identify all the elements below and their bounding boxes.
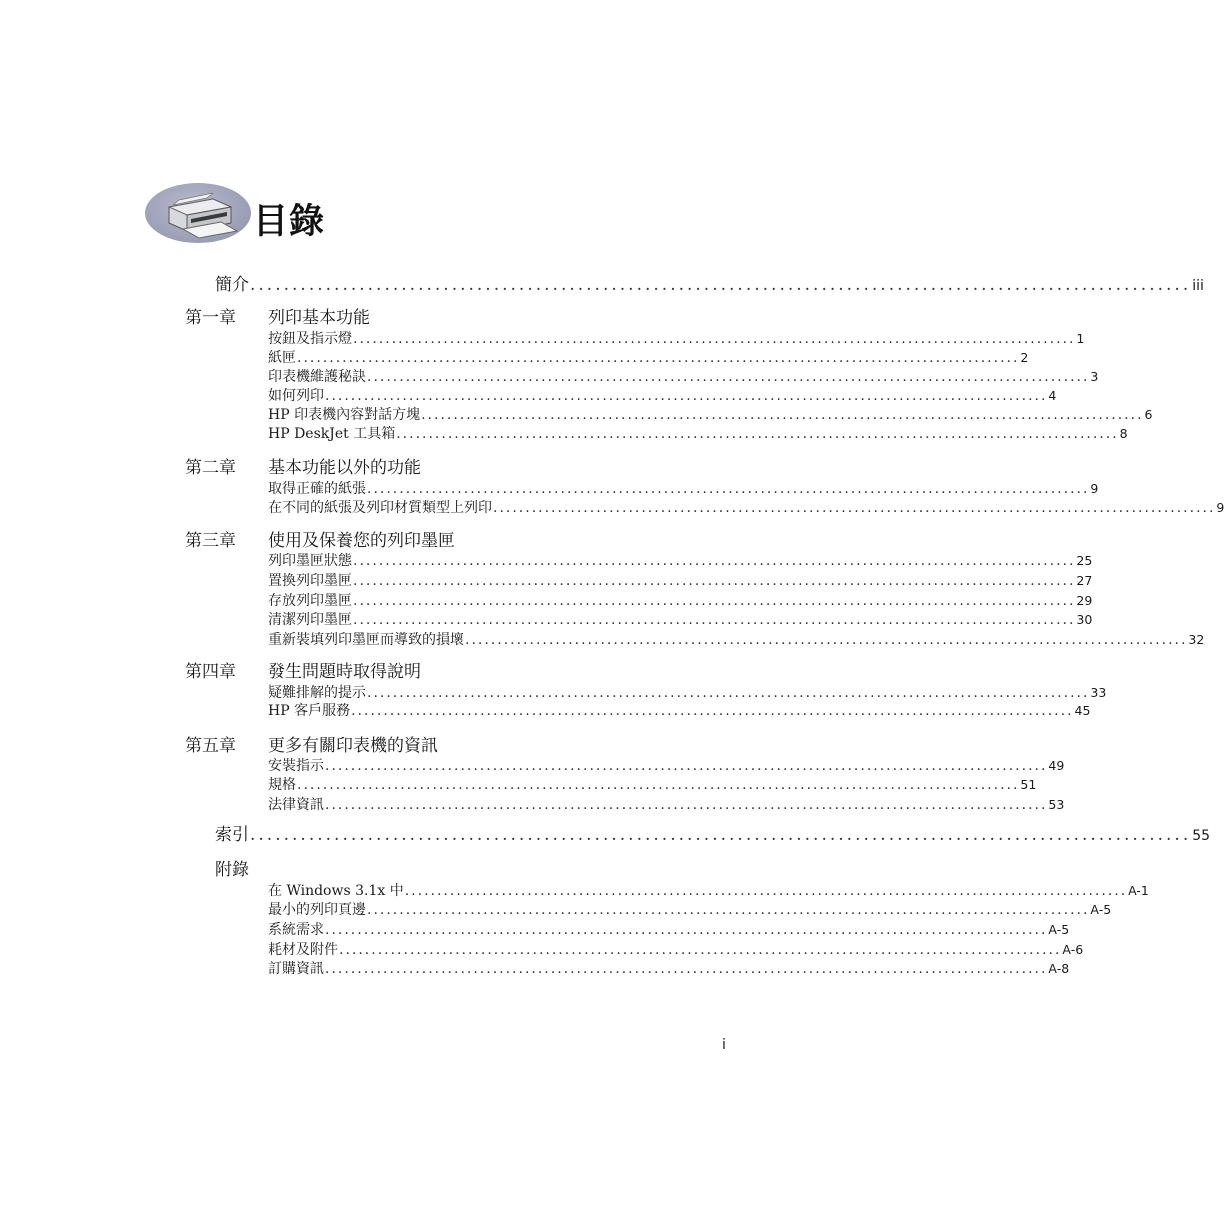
chapter-title[interactable]: 發生問題時取得說明: [268, 662, 421, 682]
leader-dots: ................................................................................................................: [367, 369, 1090, 385]
appendix-label[interactable]: 附錄: [215, 860, 249, 880]
leader-dots: ................................................................................................................: [351, 703, 1074, 719]
entry-page: A-8: [1048, 961, 1070, 976]
leader-dots: ................................................................................................................: [367, 481, 1090, 497]
entry-page: 1: [1076, 331, 1085, 346]
entry-label: 最小的列印頁邊: [268, 902, 366, 918]
chapter-number: 第二章: [185, 458, 236, 478]
entry-page: 2: [1020, 350, 1029, 365]
entry-label: HP DeskJet 工具箱: [268, 426, 396, 442]
entry-label: 訂購資訊: [268, 961, 324, 977]
entry-label: 取得正確的紙張: [268, 481, 366, 497]
entry-label: HP 客戶服務: [268, 703, 351, 719]
entry-label: 安裝指示: [268, 758, 324, 774]
chapter-number: 第三章: [185, 531, 236, 551]
index-label: 索引: [215, 825, 249, 845]
toc-row-index[interactable]: [215, 820, 1211, 845]
entry-label: 印表機維護秘訣: [268, 369, 366, 385]
chapter-number: 第一章: [185, 308, 236, 328]
leader-dots: ................................................................................................................: [353, 553, 1076, 569]
entry-label: 列印墨匣狀態: [268, 553, 352, 569]
entry-label: 清潔列印墨匣: [268, 612, 352, 628]
entry-page: 33: [1090, 685, 1107, 700]
chapter-title[interactable]: 更多有關印表機的資訊: [268, 736, 438, 756]
toc-entry[interactable]: [268, 404, 1153, 424]
leader-dots: ................................................................................................................: [325, 797, 1048, 813]
entry-page: 30: [1076, 612, 1093, 627]
leader-dots: ................................................................................................................: [250, 275, 1192, 295]
entry-label: 在 Windows 3.1x 中: [268, 883, 404, 899]
entry-label: 法律資訊: [268, 797, 324, 813]
leader-dots: ................................................................................................................: [325, 758, 1048, 774]
entry-page: 53: [1048, 797, 1065, 812]
chapter-number: 第五章: [185, 736, 236, 756]
entry-label: 紙匣: [268, 350, 296, 366]
leader-dots: ................................................................................................................: [465, 632, 1188, 648]
leader-dots: ................................................................................................................: [353, 573, 1076, 589]
leader-dots: ................................................................................................................: [325, 961, 1048, 977]
entry-label: 按鈕及指示燈: [268, 331, 352, 347]
intro-page: iii: [1192, 278, 1204, 294]
entry-page: 25: [1076, 553, 1093, 568]
leader-dots: ................................................................................................................: [325, 922, 1048, 938]
entry-page: A-5: [1090, 902, 1112, 917]
leader-dots: ................................................................................................................: [421, 407, 1144, 423]
entry-label: 規格: [268, 777, 296, 793]
entry-label: 在不同的紙張及列印材質類型上列印: [268, 500, 492, 516]
leader-dots: ................................................................................................................: [250, 825, 1192, 845]
toc-entry[interactable]: [268, 590, 1093, 610]
entry-page: 4: [1048, 388, 1057, 403]
entry-page: 27: [1076, 573, 1093, 588]
entry-page: A-5: [1048, 922, 1070, 937]
toc-entry[interactable]: [268, 385, 1057, 405]
entry-label: 系統需求: [268, 922, 324, 938]
entry-page: 9: [1216, 500, 1224, 515]
page-title: 目錄: [253, 202, 326, 242]
toc-entry[interactable]: [268, 629, 1205, 649]
leader-dots: ................................................................................................................: [493, 500, 1216, 516]
toc-entry[interactable]: [268, 794, 1065, 814]
entry-page: 49: [1048, 758, 1065, 773]
entry-label: 存放列印墨匣: [268, 593, 352, 609]
entry-label: 如何列印: [268, 388, 324, 404]
toc-entry[interactable]: [268, 899, 1112, 919]
toc-entry[interactable]: [268, 939, 1084, 959]
toc-entry[interactable]: [268, 550, 1093, 570]
entry-label: 疑難排解的提示: [268, 685, 366, 701]
leader-dots: ................................................................................................................: [297, 777, 1020, 793]
leader-dots: ................................................................................................................: [367, 902, 1090, 918]
entry-page: 8: [1119, 426, 1128, 441]
toc-entry[interactable]: [268, 880, 1149, 900]
toc-entry[interactable]: [268, 682, 1107, 702]
toc-entry[interactable]: [268, 497, 1224, 517]
toc-entry[interactable]: [268, 700, 1091, 720]
chapter-title[interactable]: 使用及保養您的列印墨匣: [268, 531, 455, 551]
leader-dots: ................................................................................................................: [353, 593, 1076, 609]
entry-page: 45: [1074, 703, 1091, 718]
toc-entry[interactable]: [268, 755, 1065, 775]
toc-row-intro[interactable]: [215, 270, 1204, 295]
leader-dots: ................................................................................................................: [396, 426, 1119, 442]
entry-label: 耗材及附件: [268, 942, 338, 958]
toc-entry[interactable]: [268, 366, 1099, 386]
entry-page: 32: [1188, 632, 1205, 647]
leader-dots: ................................................................................................................: [353, 612, 1076, 628]
toc-entry[interactable]: [268, 423, 1128, 443]
toc-entry[interactable]: [268, 609, 1093, 629]
chapter-title[interactable]: 基本功能以外的功能: [268, 458, 421, 478]
chapter-number: 第四章: [185, 662, 236, 682]
toc-entry[interactable]: [268, 570, 1093, 590]
toc-entry[interactable]: [268, 347, 1029, 367]
leader-dots: ................................................................................................................: [353, 331, 1076, 347]
entry-page: 3: [1090, 369, 1099, 384]
toc-entry[interactable]: [268, 328, 1085, 348]
footer-page-number: i: [722, 1037, 726, 1053]
entry-page: A-6: [1062, 942, 1084, 957]
leader-dots: ................................................................................................................: [297, 350, 1020, 366]
entry-page: 29: [1076, 593, 1093, 608]
entry-page: A-1: [1128, 883, 1149, 898]
toc-entry[interactable]: [268, 919, 1070, 939]
entry-label: HP 印表機內容對話方塊: [268, 407, 421, 423]
entry-label: 置換列印墨匣: [268, 573, 352, 589]
toc-entry[interactable]: [268, 774, 1037, 794]
leader-dots: ................................................................................................................: [325, 388, 1048, 404]
entry-label: 重新裝填列印墨匣而導致的損壞: [268, 632, 464, 648]
toc-entry[interactable]: [268, 478, 1099, 498]
entry-page: 51: [1020, 777, 1037, 792]
index-page: 55: [1192, 828, 1211, 844]
toc-entry[interactable]: [268, 958, 1070, 978]
leader-dots: ................................................................................................................: [367, 685, 1090, 701]
leader-dots: ................................................................................................................: [339, 942, 1062, 958]
chapter-title[interactable]: 列印基本功能: [268, 308, 370, 328]
intro-label: 簡介: [215, 275, 249, 295]
leader-dots: ................................................................................................................: [404, 883, 1128, 899]
toc-header: [145, 180, 405, 250]
entry-page: 6: [1144, 407, 1153, 422]
printer-logo: [145, 183, 251, 243]
printer-icon: [161, 189, 241, 239]
entry-page: 9: [1090, 481, 1099, 496]
